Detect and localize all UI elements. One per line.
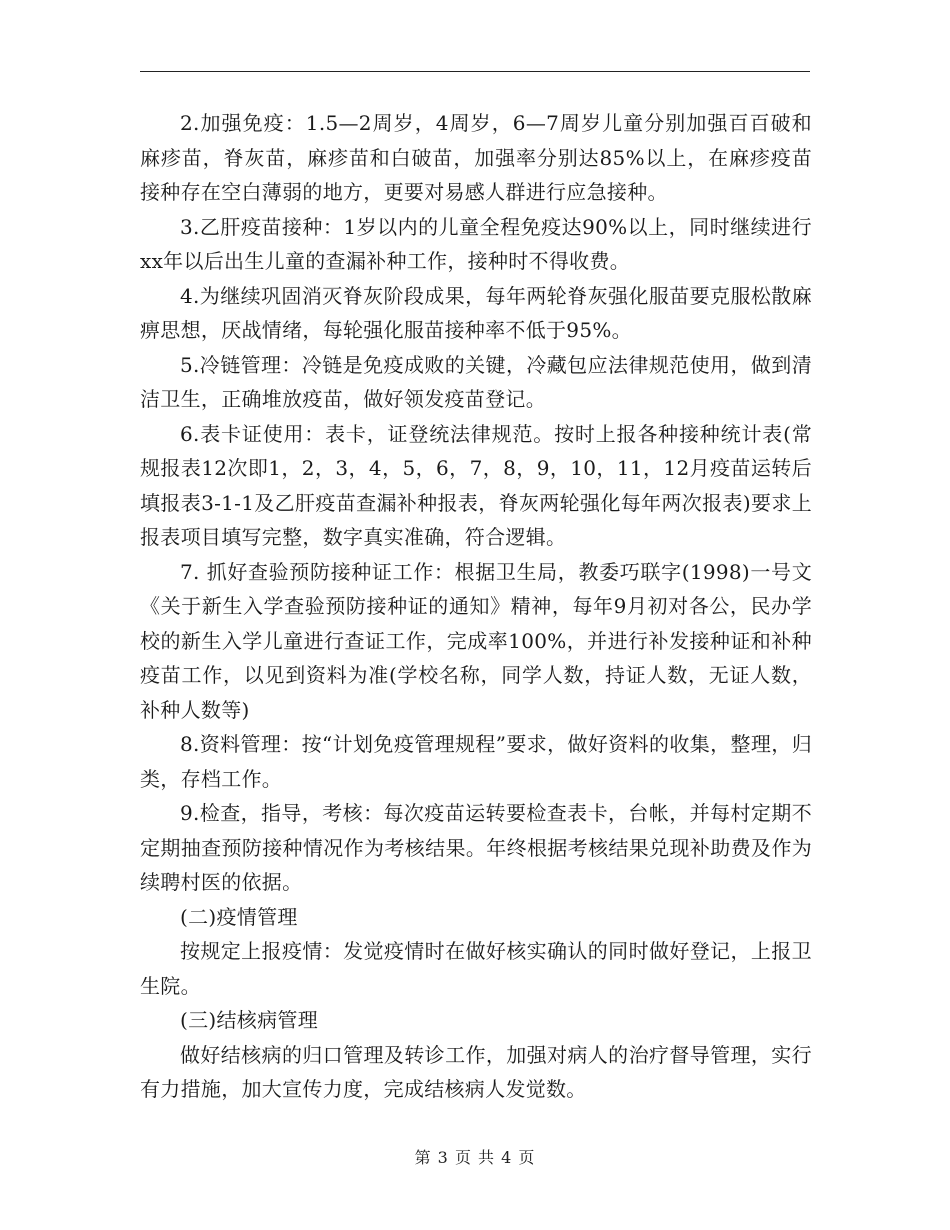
- section-heading-tuberculosis-management: (三)结核病管理: [180, 1008, 319, 1032]
- paragraph-forms-cards: 6.表卡证使用：表卡，证登统法律规范。按时上报各种接种统计表(常规报表12次即1，2，3，4，5，6，7，8，9，10，11，12月疫苗运转后填报表3-1-1及乙肝疫苗查漏补种报表，脊灰两轮强化每年两次报表)要求上报表项目填写完整，数字真实准确，符合逻辑。: [140, 421, 812, 549]
- paragraph-inspection: 9.检查，指导，考核：每次疫苗运转要检查表卡，台帐，并每村定期不定期抽查预防接种情况作为考核结果。年终根据考核结果兑现补助费及作为续聘村医的依据。: [140, 801, 812, 894]
- paragraph-tuberculosis: 做好结核病的归口管理及转诊工作，加强对病人的治疗督导管理，实行有力措施，加大宣传力度，完成结核病人发觉数。: [140, 1042, 812, 1101]
- paragraph-data-management: 8.资料管理：按“计划免疫管理规程”要求，做好资料的收集，整理，归类，存档工作。: [140, 732, 812, 791]
- document-body: [140, 106, 812, 1107]
- page-number-footer: 第 3 页 共 4 页: [414, 1148, 536, 1167]
- paragraph-polio-eradication: 4.为继续巩固消灭脊灰阶段成果，每年两轮脊灰强化服苗要克服松散麻痹思想，厌战情绪，每轮强化服苗接种率不低于95%。: [140, 283, 812, 342]
- paragraph-hepatitis-b-vaccination: 3.乙肝疫苗接种：1岁以内的儿童全程免疫达90%以上，同时继续进行xx年以后出生儿童的查漏补种工作，接种时不得收费。: [140, 214, 812, 273]
- paragraph-cold-chain: 5.冷链管理：冷链是免疫成败的关键，冷藏包应法律规范使用，做到清洁卫生，正确堆放疫苗，做好领发疫苗登记。: [140, 352, 812, 411]
- header-rule: [140, 71, 810, 72]
- paragraph-epidemic-reporting: 按规定上报疫情：发觉疫情时在做好核实确认的同时做好登记，上报卫生院。: [140, 939, 812, 998]
- paragraph-vaccination-certificate-check: 7. 抓好查验预防接种证工作：根据卫生局，教委巧联字(1998)一号文《关于新生入学查验预防接种证的通知》精神，每年9月初对各公，民办学校的新生入学儿童进行查证工作，完成率100%，并进行补发接种证和补种疫苗工作，以见到资料为准(学校名称，同学人数，持证人数，无证人数，补种人数等): [140, 559, 812, 722]
- paragraph-booster-immunization: 2.加强免疫：1.5—2周岁，4周岁，6—7周岁儿童分别加强百百破和麻疹苗，脊灰苗，麻疹苗和白破苗，加强率分别达85%以上，在麻疹疫苗接种存在空白薄弱的地方，更要对易感人群进行应急接种。: [140, 111, 812, 204]
- section-heading-epidemic-management: (二)疫情管理: [180, 904, 298, 929]
